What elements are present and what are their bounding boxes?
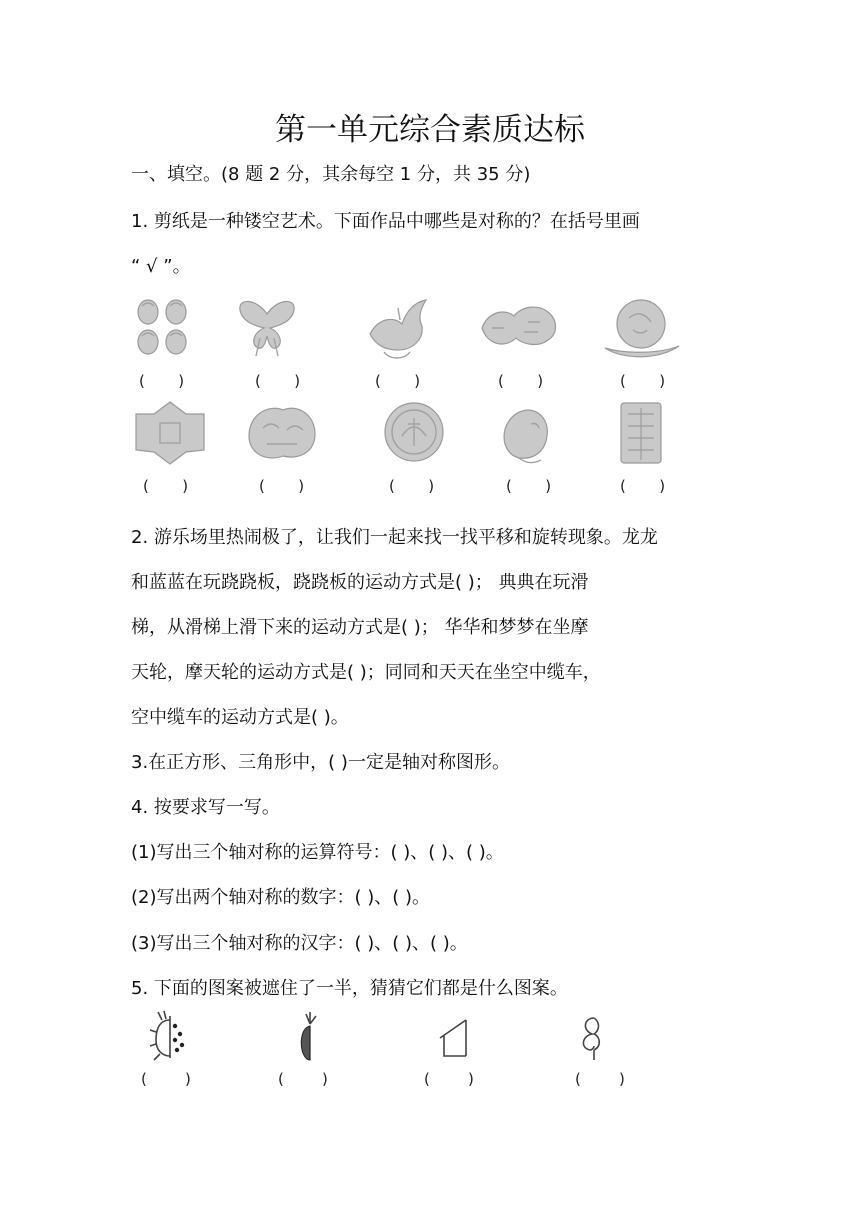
monkey-papercut-icon — [603, 296, 681, 360]
rat-papercut-icon — [497, 404, 553, 466]
q5-answer-2[interactable]: ( ) — [278, 1070, 328, 1088]
section-heading: 一、填空。(8 题 2 分，其余每空 1 分，共 35 分) — [131, 164, 531, 185]
q1-answer-10[interactable]: ( ) — [620, 477, 666, 495]
q1-answer-9[interactable]: ( ) — [506, 477, 552, 495]
window-pattern-papercut-icon — [618, 400, 664, 466]
q4-part2: (2)写出两个轴对称的数字：( )、( )。 — [131, 887, 431, 908]
q4-intro: 4. 按要求写一写。 — [131, 797, 280, 818]
q2-text-line4: 天轮，摩天轮的运动方式是( )；同同和天天在坐空中缆车， — [131, 662, 601, 683]
dragon-papercut-icon — [478, 298, 562, 356]
round-pattern-papercut-icon — [382, 400, 446, 464]
coin-papercut-icon — [134, 400, 206, 466]
q4-part1: (1)写出三个轴对称的运算符号：( )、( )、( )。 — [131, 842, 504, 863]
q5-answer-4[interactable]: ( ) — [575, 1070, 625, 1088]
pineapple-half-icon — [298, 1010, 322, 1062]
q2-text-line1: 2. 游乐场里热闹极了，让我们一起来找一找平移和旋转现象。龙龙 — [131, 527, 658, 548]
q1-answer-8[interactable]: ( ) — [389, 477, 435, 495]
q5-intro: 5. 下面的图案被遮住了一半，猜猜它们都是什么图案。 — [131, 978, 568, 999]
q5-answer-3[interactable]: ( ) — [424, 1070, 474, 1088]
q3-text: 3.在正方形、三角形中，( )一定是轴对称图形。 — [131, 752, 510, 773]
q1-answer-5[interactable]: ( ) — [620, 372, 666, 390]
ladybug-half-icon — [148, 1010, 192, 1062]
page-title: 第一单元综合素质达标 — [275, 112, 585, 148]
bird-papercut-icon — [364, 294, 434, 362]
roosters-papercut-icon — [134, 296, 192, 360]
flower-half-icon — [578, 1014, 610, 1062]
q2-text-line2: 和蓝蓝在玩跷跷板，跷跷板的运动方式是( )； 典典在玩滑 — [131, 572, 589, 593]
q1-text-line2: “ √ ”。 — [131, 256, 191, 277]
q5-answer-1[interactable]: ( ) — [141, 1070, 191, 1088]
q2-text-line5: 空中缆车的运动方式是( )。 — [131, 707, 349, 728]
q1-answer-1[interactable]: ( ) — [139, 372, 185, 390]
q1-answer-7[interactable]: ( ) — [259, 477, 305, 495]
q1-text-line1: 1. 剪纸是一种镂空艺术。下面作品中哪些是对称的？在括号里画 — [131, 211, 640, 232]
butterfly-papercut-icon — [236, 296, 298, 360]
q2-text-line3: 梯，从滑梯上滑下来的运动方式是( )； 华华和梦梦在坐摩 — [131, 617, 589, 638]
house-half-icon — [436, 1016, 470, 1060]
q1-answer-3[interactable]: ( ) — [375, 372, 421, 390]
q1-answer-4[interactable]: ( ) — [498, 372, 544, 390]
q4-part3: (3)写出三个轴对称的汉字：( )、( )、( )。 — [131, 933, 468, 954]
lion-papercut-icon — [243, 400, 321, 464]
q1-answer-6[interactable]: ( ) — [143, 477, 189, 495]
q1-answer-2[interactable]: ( ) — [255, 372, 301, 390]
